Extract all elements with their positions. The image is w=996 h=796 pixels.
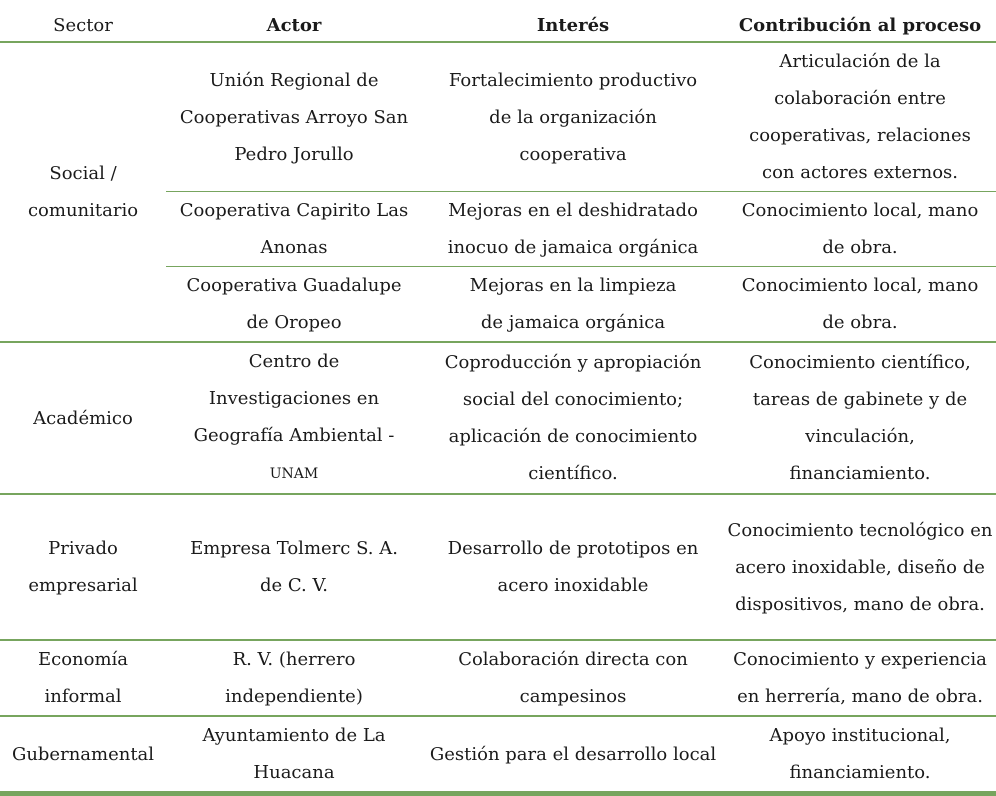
- header-actor: Actor: [166, 11, 422, 42]
- sector-cell: Académico: [0, 342, 166, 494]
- actor-text: Centro de Investigaciones en Geografía Ambiental -: [193, 351, 395, 446]
- contribucion-cell: Articulación de la colaboración entre cooperativas, relaciones con actores externos.: [749, 51, 971, 183]
- table-row: [0, 342, 996, 494]
- header-contribucion: Contribución al proceso: [724, 11, 996, 42]
- actor-cell: Ayuntamiento de La Huacana: [166, 716, 422, 794]
- interes-cell: Colaboración directa con campesinos: [422, 640, 724, 716]
- table-row: [0, 42, 996, 192]
- header-row: [0, 11, 996, 42]
- contribucion-cell: Conocimiento local, mano de obra.: [724, 267, 996, 343]
- contribucion-cell: Conocimiento tecnológico en acero inoxidable, diseño de dispositivos, mano de obra.: [724, 494, 996, 640]
- table-row: [0, 494, 996, 640]
- sector-cell: Economía informal: [0, 640, 166, 716]
- actor-cell: Cooperativa Capirito Las Anonas: [166, 192, 422, 267]
- interes-cell: Coproducción y apropiación social del conocimiento; aplicación de conocimiento científico.: [422, 342, 724, 494]
- sector-cell: Privado empresarial: [0, 494, 166, 640]
- table-row: [0, 716, 996, 794]
- contribucion-cell: Conocimiento y experiencia en herrería, mano de obra.: [724, 640, 996, 716]
- contribucion-cell: Apoyo institucional, financiamiento.: [724, 716, 996, 794]
- actor-suffix: UNAM: [269, 466, 319, 482]
- interes-cell: Fortalecimiento productivo de la organización cooperativa: [448, 69, 698, 165]
- actor-cell: Unión Regional de Cooperativas Arroyo San Pedro Jorullo: [179, 69, 409, 165]
- header-sector: Sector: [0, 11, 166, 42]
- contribucion-cell: Conocimiento local, mano de obra.: [724, 192, 996, 267]
- actors-table: [0, 11, 996, 796]
- contribucion-cell: Conocimiento científico, tareas de gabinete y de vinculación, financiamiento.: [724, 342, 996, 494]
- sector-cell: Gubernamental: [0, 716, 166, 794]
- interes-cell: Gestión para el desarrollo local: [422, 716, 724, 794]
- sector-cell: Social / comunitario: [27, 163, 139, 221]
- actor-cell: [166, 342, 422, 494]
- header-interes: Interés: [422, 11, 724, 42]
- table-row: [0, 640, 996, 716]
- actor-cell: R. V. (herrero independiente): [166, 640, 422, 716]
- interes-cell: Desarrollo de prototipos en acero inoxidable: [422, 494, 724, 640]
- actor-cell: Cooperativa Guadalupe de Oropeo: [166, 267, 422, 343]
- interes-cell: Mejoras en el deshidratado inocuo de jamaica orgánica: [422, 192, 724, 267]
- actor-cell: Empresa Tolmerc S. A. de C. V.: [166, 494, 422, 640]
- interes-cell: Mejoras en la limpieza de jamaica orgánica: [422, 267, 724, 343]
